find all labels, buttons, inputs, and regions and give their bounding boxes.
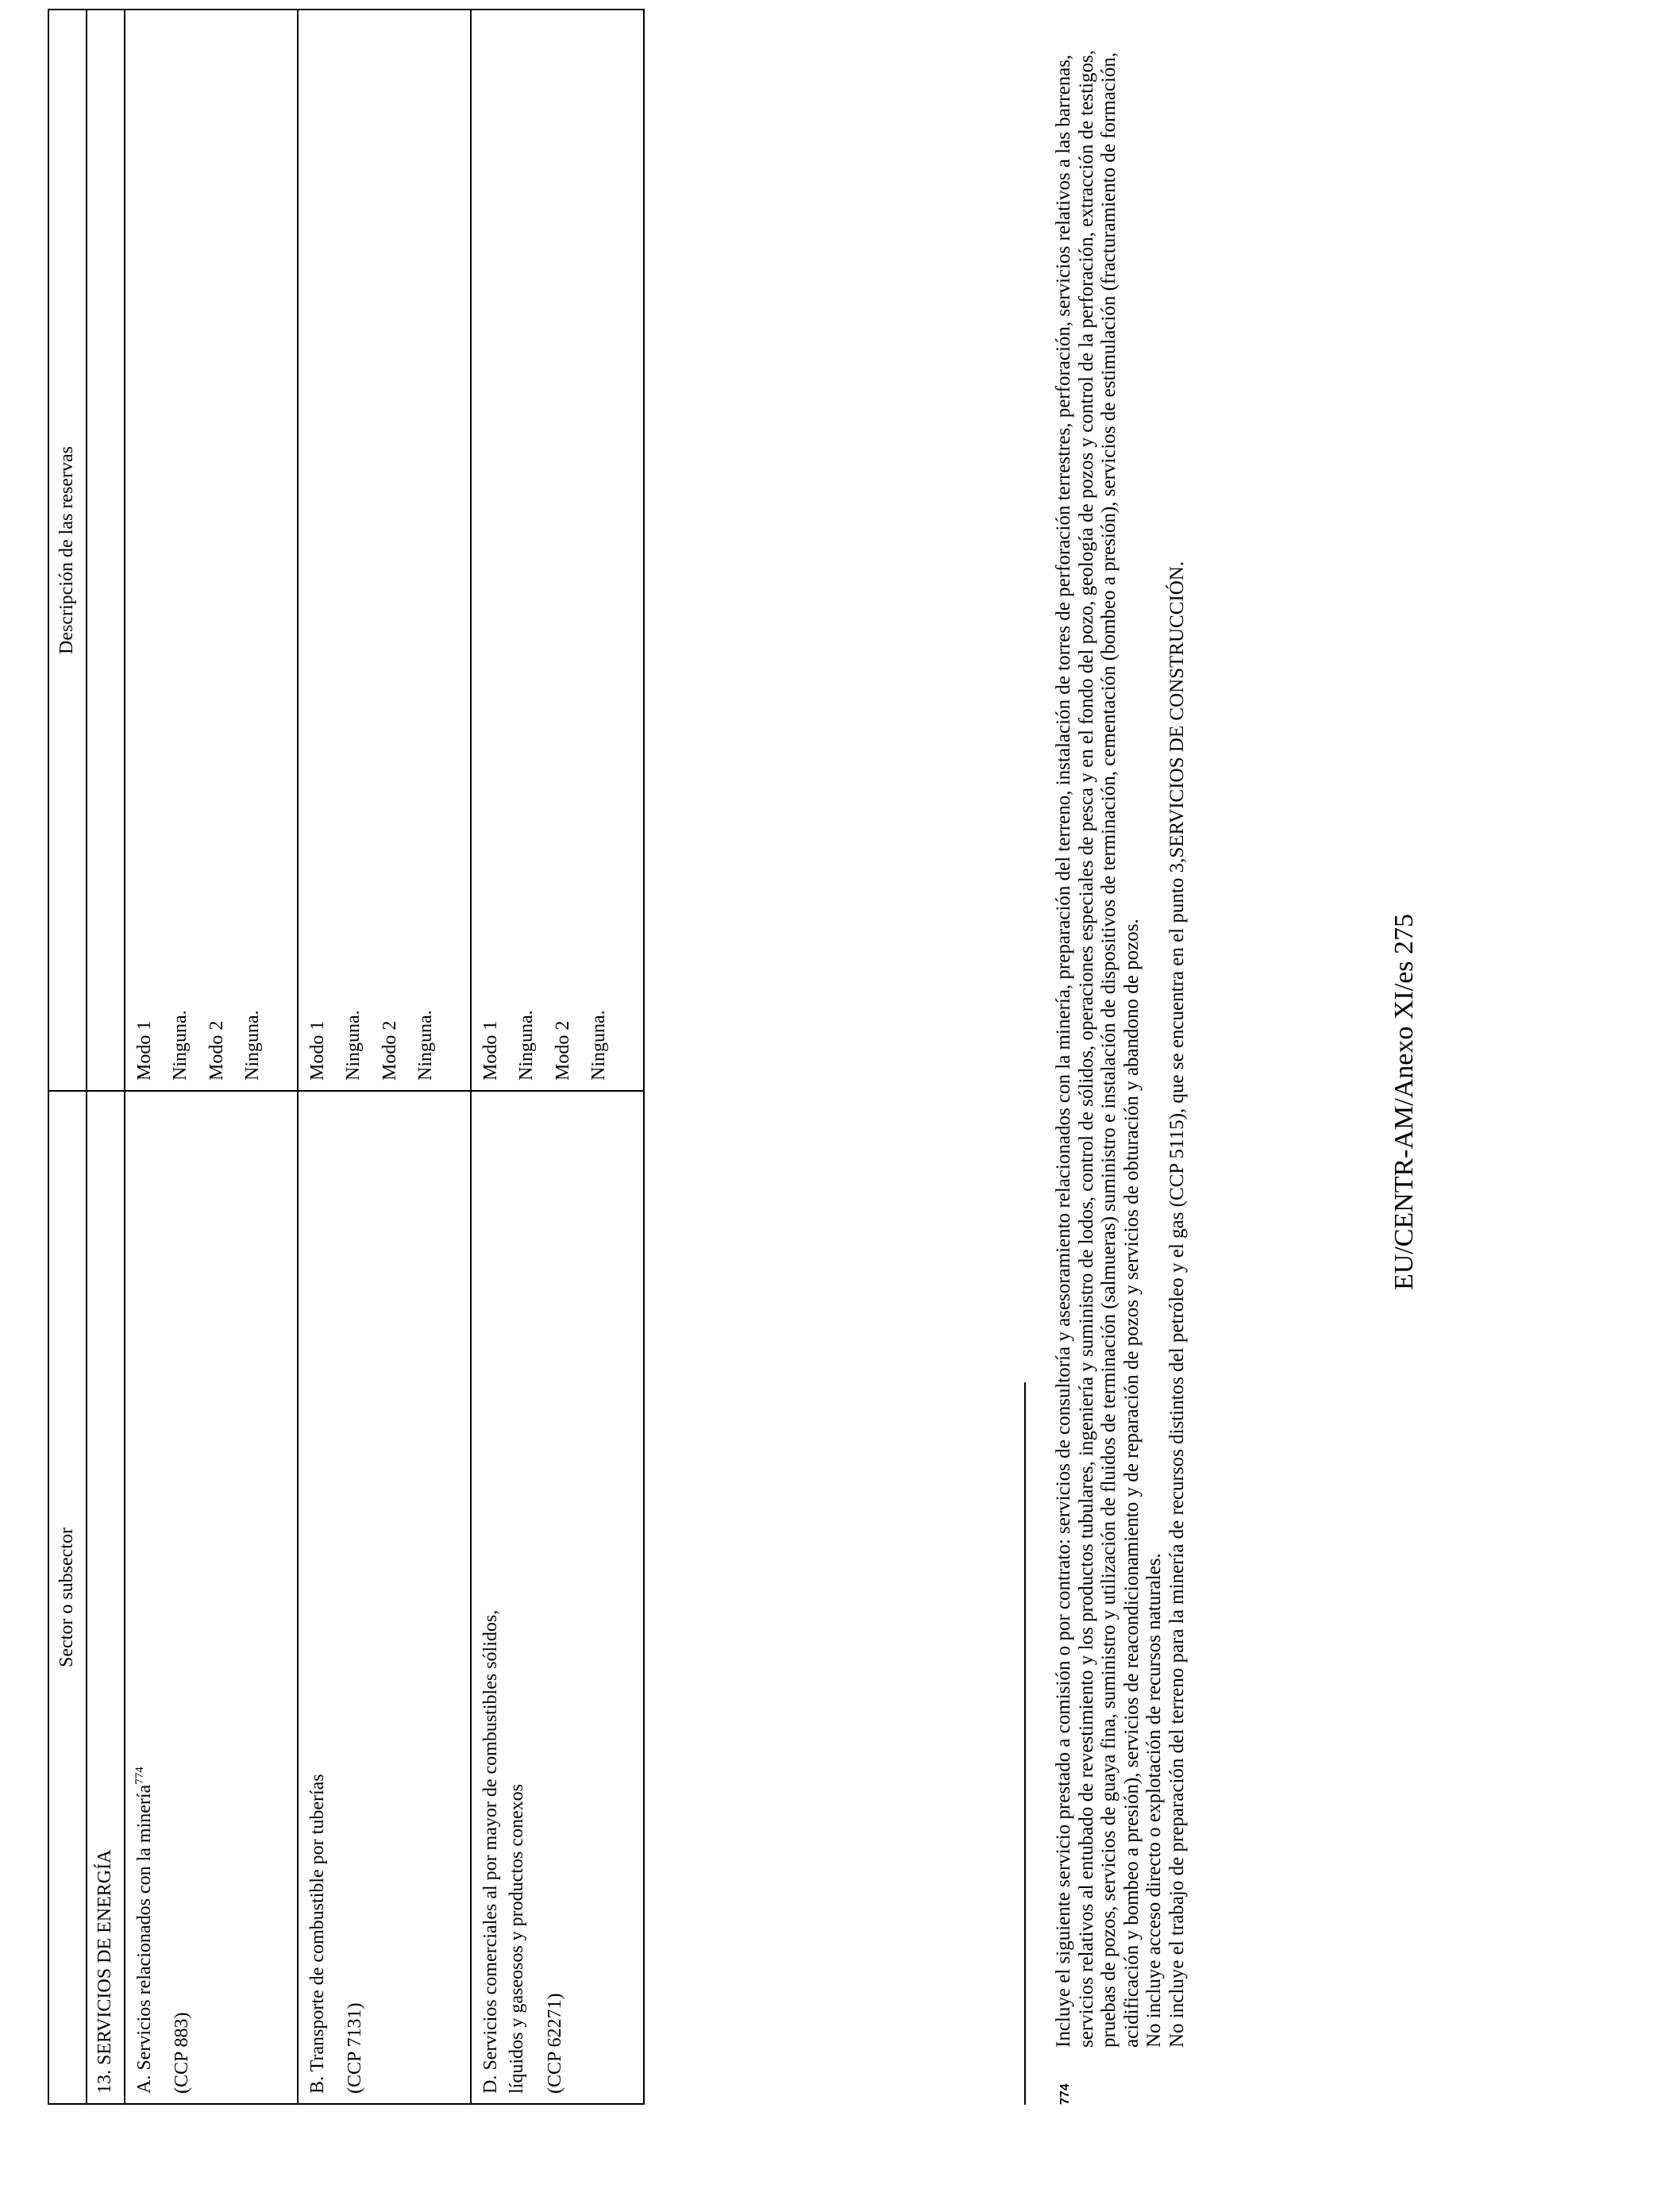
ccp-code: (CCP 883)	[171, 2012, 193, 2094]
footnote-separator	[1024, 1382, 1026, 2105]
sector-name-line: B. Transporte de combustible por tuberías	[306, 1774, 328, 2094]
table-row	[298, 10, 471, 2104]
footnote-paragraph: Incluye el siguiente servicio prestado a comisión o por contrato: servicios de consultoría y asesoramiento relacionados con la minería, preparación del terreno, instalación de torres de perforación terrestres, perforación, servicios relativos a las barrenas, servicios relativos al entubado de revestimiento y los productos tubulares, ingeniería y suministro de lodos, control de sólidos, operaciones especiales de pesca y en el fondo del pozo, geología de pozos y control de la perforación, extracción de testigos, pruebas de pozos, servicios de guaya fina, suministro y utilización de fluidos de terminación (salmueras) suministro e instalación de dispositivos de terminación, cementación (bombeo a presión), servicios de estimulación (fracturamiento de formación, acidificación y bombeo a presión), servicios de reacondicionamiento y de reparación de pozos y servicios de obturación y abandono de pozos.	[1053, 50, 1142, 2048]
footnote-paragraph: No incluye el trabajo de preparación del terreno para la minería de recursos distintos del petróleo y el gas (CCP 5115), que se encuentra en el punto 3,SERVICIOS DE CONSTRUCCIÓN.	[1166, 561, 1188, 2048]
section-empty-cell	[87, 10, 125, 1091]
mode-value: Ninguna.	[415, 1010, 437, 1081]
sector-cell	[125, 1091, 298, 2104]
section-row	[87, 10, 125, 2104]
mode-label: Modo 2	[552, 1020, 573, 1081]
ccp-code: (CCP 7131)	[345, 2002, 366, 2094]
mode-label: Modo 2	[379, 1020, 400, 1081]
table-row	[125, 10, 298, 2104]
sector-name-line: D. Servicios comerciales al por mayor de combustibles sólidos,	[480, 1609, 501, 2094]
reserve-cell	[471, 10, 644, 1091]
mode-value: Ninguna.	[242, 1010, 264, 1081]
sector-name-line: líquidos y gaseosos y productos conexos	[507, 1784, 528, 2094]
sector-cell	[471, 1091, 644, 2104]
section-title: 13. SERVICIOS DE ENERGÍA	[87, 1091, 125, 2104]
mode-value: Ninguna.	[516, 1010, 538, 1081]
footnote-paragraph: No incluye acceso directo o explotación de recursos naturales.	[1143, 1553, 1165, 2048]
mode-label: Modo 1	[480, 1020, 501, 1081]
mode-value: Ninguna.	[588, 1010, 610, 1081]
page-reference: EU/CENTR-AM/Anexo XI/es 275	[1389, 913, 1419, 1291]
table-header-row	[48, 10, 87, 2104]
sector-name-line: A. Servicios relacionados con la minería$^{774}$	[133, 1767, 155, 2094]
reserve-cell	[298, 10, 471, 1091]
mode-value: Ninguna.	[170, 1010, 191, 1081]
reserve-cell	[125, 10, 298, 1091]
mode-label: Modo 1	[306, 1020, 328, 1081]
mode-label: Modo 1	[133, 1020, 155, 1081]
footnote-number: 774	[1058, 2083, 1072, 2105]
sector-cell	[298, 1091, 471, 2104]
footnote-reference: 774	[133, 1767, 146, 1785]
ccp-code: (CCP 62271)	[544, 1993, 565, 2094]
mode-label: Modo 2	[206, 1020, 227, 1081]
footnote-text	[1053, 9, 1189, 2048]
footnote	[1053, 9, 1189, 2105]
mode-value: Ninguna.	[343, 1010, 364, 1081]
reserves-table	[48, 9, 645, 2105]
table-row	[471, 10, 644, 2104]
header-sector: Sector o subsector	[48, 1091, 87, 2104]
header-description: Descripción de las reservas	[48, 10, 87, 1091]
